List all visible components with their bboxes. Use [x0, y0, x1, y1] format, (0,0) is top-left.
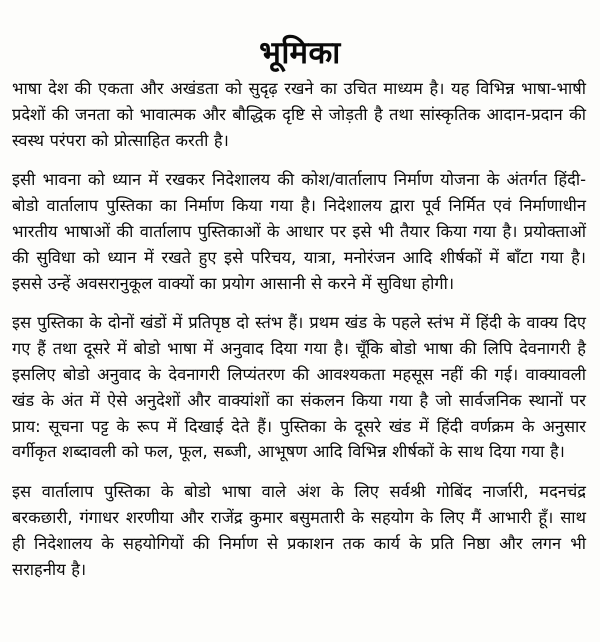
paragraph-4: इस वार्तालाप पुस्तिका के बोडो भाषा वाले अंश के लिए सर्वश्री गोबिंद नार्जारी, मदनचंद्र बरकछारी, गंगाधर शरणीया और राजेंद्र कुमार बसुमतारी के सहयोग के लिए मैं आभारी हूँ। साथ ही निदेशालय के सहयोगियों की निर्माण से प्रकाशन तक कार्य के प्रति निष्ठा और लगन भी सराहनीय है।: [12, 482, 586, 579]
paragraph-3: इस पुस्तिका के दोनों खंडों में प्रतिपृष्ठ दो स्तंभ हैं। प्रथम खंड के पहले स्तंभ में हिंदी के वाक्य दिए गए हैं तथा दूसरे में बोडो भाषा में अनुवाद दिया गया है। चूँकि बोडो भाषा की लिपि देवनागरी है इसलिए बोडो अनुवाद के देवनागरी लिप्यंतरण की आवश्यकता महसूस नहीं की गई। वाक्यावली खंड के अंत में ऐसे अनुदेशों और वाक्यांशों का संकलन किया गया है जो सार्वजनिक स्थानों पर प्राय: सूचना पट्ट के रूप में दिखाई देते हैं। पुस्तिका के दूसरे खंड में हिंदी वर्णक्रम के अनुसार वर्गीकृत शब्दावली को फल, फूल, सब्जी, आभूषण आदि विभिन्न शीर्षकों के साथ दिया गया है।: [12, 313, 586, 462]
page-title: भूमिका: [259, 34, 341, 71]
document-body: [12, 76, 586, 582]
paragraph-1: भाषा देश की एकता और अखंडता को सुदृढ़ रखने का उचित माध्यम है। यह विभिन्न भाषा-भाषी प्रदेशों की जनता को भावात्मक और बौद्धिक दृष्टि से जोड़ती है तथा सांस्कृतिक आदान-प्रदान की स्वस्थ परंपरा को प्रोत्साहित करती है।: [12, 79, 586, 150]
paragraph-2: इसी भावना को ध्यान में रखकर निदेशालय की कोश/वार्तालाप निर्माण योजना के अंतर्गत हिंदी-बोडो वार्तालाप पुस्तिका का निर्माण किया गया है। निदेशालय द्वारा पूर्व निर्मित एवं निर्माणाधीन भारतीय भाषाओं की वार्तालाप पुस्तिकाओं के आधार पर इसे भी तैयार किया गया है। प्रयोक्ताओं की सुविधा को ध्यान में रखते हुए इसे परिचय, यात्रा, मनोरंजन आदि शीर्षकों में बाँटा गया है। इससे उन्हें अवसरानुकूल वाक्यों का प्रयोग आसानी से करने में सुविधा होगी।: [12, 170, 586, 293]
